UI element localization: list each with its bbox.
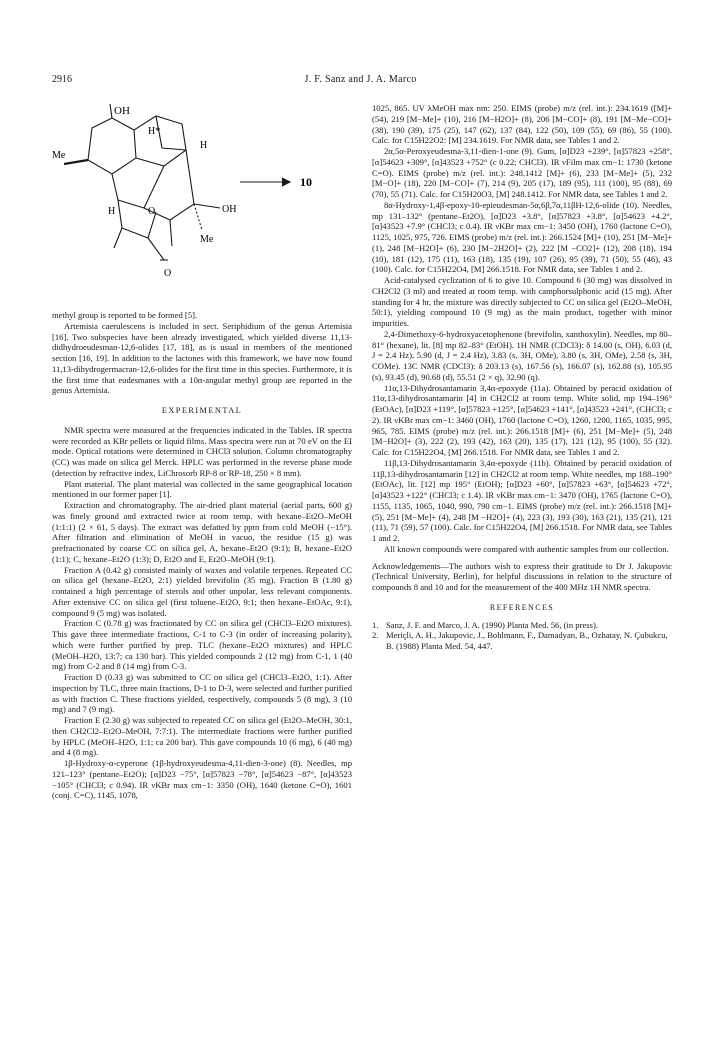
- running-title: J. F. Sanz and J. A. Marco: [304, 74, 417, 85]
- reference-number: 1.: [372, 619, 379, 630]
- scheme-label-h-plus: H*: [148, 126, 161, 137]
- right-paragraph-8: All known compounds were compared with authentic samples from our collection.: [384, 543, 669, 554]
- intro-paragraph-2: Artemisia caerulescens is included in sect. Seriphidium of the genus Artemisia [16]. Two subspecies have been already investigated, which yielded diverse 11,13-didhydroeudesman-12,6-olides [17, 18], as is usual in members of the mentioned section [16, 19]. In addition to the lactones with this framework, we have now found 11,13-dihydrogermacran-12,6-olides for the first time in this species. Furthermore, it is the first time that eudesmanes with a 10α-angular methyl group are reported in the genus Artemisia.: [52, 320, 352, 396]
- experimental-paragraph-2: Plant material. The plant material was collected in the same geographical location mentioned in our former paper [1].: [52, 478, 352, 500]
- reference-number: 2.: [372, 630, 379, 641]
- right-paragraph-2: 2α,5α-Peroxyeudesma-3,11-dien-1-one (9). Gum, [α]D23 +239°, [α]57823 +258°, [α]54623 +309°, [α]43523 +752° (c 0.22; CHCl3). IR νFilm max cm−1: 1730 (ketone C=O). EIMS (probe) m/z (rel. int.): 248.1412 [M]+ (6), 233 [M−Me]+ (5), 232 [M−O]+ (18), 220 [M−CO]+ (7), 214 (9), 205 (17), 189 (95), 111 (100), 95 (88), 69 (70), 55 (71). Calc. for C15H20O3, [M] 248.1412. For NMR data, see Tables 1 and 2.: [372, 146, 672, 199]
- scheme-product-number: 10: [300, 175, 312, 189]
- right-paragraph-1: 1025, 865. UV λMeOH max nm: 250. EIMS (probe) m/z (rel. int.): 234.1619 ([M]+ (54), 219 [M−Me]+ (10), 216 [M−H2O]+ (8), 206 [M−CO]+ (8), 191 [M−Me−CO]+ (38), 190 (39), 175 (25), 147 (62), 137 (84), 122 (50), 109 (55), 69 (86), 55 (100). Calc. for C15H22O2: [M] 234.1619. For NMR data, see Tables 1 and 2.: [372, 103, 672, 146]
- scheme-label-me-left: Me: [52, 150, 66, 161]
- right-column: [372, 103, 672, 652]
- references-heading: REFERENCES: [489, 602, 555, 612]
- reference-item: [372, 630, 672, 652]
- intro-paragraph-1: methyl group is reported to be formed [5].: [52, 310, 198, 320]
- right-paragraph-4: Acid-catalysed cyclization of 6 to give 10. Compound 6 (30 mg) was dissolved in CH2Cl2 (3 ml) and treated at room temp. with camphorsulphonic acid (15 mg). After standing for 4 hr, the mixture was directly subjected to CC on silica gel (Et2O–MeOH, 50:1), yielding compound 10 (9 mg) as the main product, together with minor impurities.: [372, 275, 672, 328]
- cyclization-structure-drawing: [52, 100, 352, 300]
- experimental-paragraph-1: NMR spectra were measured at the frequencies indicated in the Tables. IR spectra were recorded as KBr pellets or liquid films. Mass spectra were run at 70 eV on the EI mode. Optical rotations were determined in CHCl3 solution. Column chromatography (CC) was made on silica gel Merck. HPLC was performed in the reverse phase mode (detection by refractive index, LiChrosorb RP-8 or RP-18, 250 × 8 mm).: [52, 424, 352, 478]
- experimental-paragraph-6: Fraction D (0.33 g) was submitted to CC on silica gel (CHCl3–Et2O, 1:1). After inspection by TLC, three main fractions, D-1 to D-3, were selected and further purified as with fraction C. These fractions yielded, respectively, compounds 5 (8 mg), 3 (10 mg) and 7 (9 mg).: [52, 672, 352, 715]
- running-header: [52, 74, 669, 90]
- section-heading-experimental: EXPERIMENTAL: [161, 406, 243, 415]
- scheme-label-oh-right: OH: [222, 204, 237, 215]
- scheme-label-oh-top: OH: [114, 105, 130, 117]
- experimental-paragraph-4: Fraction A (0.42 g) consisted mainly of waxes and volatile terpenes. Repeated CC on silica gel (hexane–Et2O, 2:1) yielded brevifolin (35 mg). Fraction B (1.80 g) contained a high percentage of sterols and other unpolar, less relevant components. After extensive CC on silica gel (first toluene–Et2O, 9:1; then hexane–EtOAc, 9:1), compound 9 (5 mg) was isolated.: [52, 564, 352, 618]
- left-column: [52, 310, 352, 801]
- right-paragraph-6: 11α,13-Dihydrosantamarin 3,4α-epoxyde (11a). Obtained by peracid oxidation of 11α,13-dihydrosantamarin [4] in CH2Cl2 at room temp. White solid, mp 194–196° (EtOAc), [α]D23 +119°, [α]57823 +125°, [α]54623 +141°, [α]43523 +241°, (CHCl3; c 2). IR νKBr max cm−1: 3460 (OH), 1760 (lactone C=O), 1260, 1200, 1165, 1035, 995, 965, 785. EIMS (probe) m/z (rel. int.): 266.1518 [M]+ (6), 251 [M−Me]+ (5), 248 [M−H2O]+ (3), 222 (2), 193 (42), 163 (20), 135 (17), 121 (12), 95 (100), 55 (32). Calc. for C15H22O4, [M] 266.1518. For NMR data, see Tables 1 and 2.: [372, 382, 672, 457]
- experimental-paragraph-7: Fraction E (2.30 g) was subjected to repeated CC on silica gel (Et2O–MeOH, 30:1, then CH2Cl2–Et2O–MeOH, 7:7:1). The intermediate fractions were further purified by HPLC (MeOH–H2O, 1:1; ca 200 bar). This gave compounds 10 (6 mg), 6 (40 mg) and 4 (8 mg).: [52, 715, 352, 758]
- reference-item: [372, 620, 672, 631]
- chemical-scheme: [52, 100, 352, 300]
- experimental-paragraph-3: Extraction and chromatography. The air-dried plant material (aerial parts, 600 g) was finely ground and extracted twice at room temp. with hexane–Et2O–MeOH (1:1:1) (2 × 61, 5 days). The extract was defatted by pptn from cold MeOH (−15°). After filtration and elimination of MeOH in vacuo, the residue (15 g) was prefractionated by coarse CC on silica gel, A, hexane–Et2O (9:1); B, hexane–Et2O (1:1); C, hexane–Et2O (1:3); D, Et2O and E, Et2O–MeOH (9:1).: [52, 500, 352, 564]
- reference-text: Meriçli, A. H., Jakupovic, J., Bohlmann, F., Damadyan, B., Ozhatay, N. Çubukcu, B. (1988) Planta Med. 54, 447.: [386, 630, 668, 651]
- right-paragraph-7: 11β,13-Dihydrosantamarin 3,4α-epoxyde (11b). Obtained by peracid oxidation of 11β,13-dihydrosantamarin [12] in CH2Cl2 at room temp. White needles, mp 188–190° (EtOAc), lit. [12] mp 195° (EtOH); [α]D23 +60°, [α]57823 +63°, [α]54623 +72°, [α]43523 +122° (CHCl3; c 1.4). IR νKBr max cm−1: 3470 (OH), 1765 (lactone C=O), 1155, 1135, 1065, 1040, 990, 790 cm−1. EIMS (probe) m/z (rel. int.): 266.1518 [M]+ (5), 251 [M−Me]+ (4), 248 [M −H2O]+ (4), 223 (3), 193 (30), 163 (21), 135 (21), 121 (11), 71 (59), 57 (100). Calc. for C15H22O4, [M] 266.1518. For NMR data, see Tables 1 and 2.: [372, 457, 672, 543]
- page-number: 2916: [52, 74, 72, 85]
- scheme-label-me-bottom: Me: [200, 234, 214, 245]
- scheme-label-h-right: H: [200, 140, 208, 151]
- right-paragraph-3: 8α-Hydroxy-1,4β-epoxy-10-epieudesman-5α,6β,7α,11βH-12,6-olide (10). Needles, mp 131–132° (pentane–Et2O), [α]D23 +3.8°, [α]57823 +3.8°, [α]54623 +4.2°, [α]43523 +7.9° (CHCl3; c 0.4). IR νKBr max cm−1: 3450 (OH), 1760 (lactone C=O), 1125, 1025, 975, 726. EIMS (probe) m/z (rel. int.): 266.1524 [M]+ (10), 251 [M−Me]+ (1), 248 [M−H2O]+ (6), 230 [M−2H2O]+ (2), 222 [M −CO2]+ (12), 208 (18), 194 (10), 181 (12), 175 (11), 163 (18), 135 (19), 107 (26), 95 (39), 71 (50), 55 (46), 43 (100). Calc. for C15H22O4, [M] 266.1518. For NMR data, see Tables 1 and 2.: [372, 199, 672, 275]
- right-paragraph-5: 2,4-Dimethoxy-6-hydroxyacetophenone (brevifolin, xanthoxylin). Needles, mp 80–81° (hexane), lit. [8] mp 82–83° (EtOH). 1H NMR (CDCl3): δ 14.00 (s, OH), 6.03 (d, J = 2.4 Hz), 5.90 (d, J = 2.4 Hz), 3.83 (s, 3H, OMe), 3.80 (s, 3H, OMe), 2.58 (s, 3H, COMe). 13C NMR (CDCl3): δ 203.13 (s), 167.56 (s), 166.07 (s), 162.88 (s), 105.95 (s), 93.45 (d), 90.68 (d), 55.51 (2 × q), 32.90 (q).: [372, 328, 672, 382]
- scheme-label-h-bottom: H: [108, 206, 116, 217]
- experimental-paragraph-8: 1β-Hydroxy-α-cyperone (1β-hydroxyeudesma-4,11-dien-3-one) (8). Needles, mp 121–123° (pentane–Et2O); [α]D23 −75°, [α]57823 −78°, [α]54623 −87°, [α]43523 −105° (CHCl3; c 0.94). IR νKBr max cm−1: 3350 (OH), 1640 (ketone C=O), 1601 (conj. C=C), 1145, 1078,: [52, 758, 352, 801]
- acknowledgements: Acknowledgements—The authors wish to express their gratitude to Dr J. Jakupovic (Technical University, Berlin), for helpful discussions in relation to the structure of compounds 8 and 10 and for the measurement of the 400 MHz 1H NMR spectra.: [372, 560, 672, 592]
- scheme-label-o-bottom: O: [148, 206, 156, 217]
- reference-text: Sanz, J. F. and Marco, J. A. (1990) Planta Med. 56, (in press).: [386, 619, 598, 630]
- scheme-label-o-carbonyl: O: [164, 268, 172, 279]
- experimental-paragraph-5: Fraction C (0.78 g) was fractionated by CC on silica gel (CHCl3–Et2O mixtures). This gave three intermediate fractions, C-1 to C-3 (in order of increasing polarity), which were further purified by prep. TLC (hexane–Et2O mixtures) and HPLC (MeOH–H2O, 13:7; ca 130 bar). This yielded compounds 2 (12 mg) from C-1, 1 (40 mg) from C-2 and 8 (14 mg) from C-3.: [52, 618, 352, 672]
